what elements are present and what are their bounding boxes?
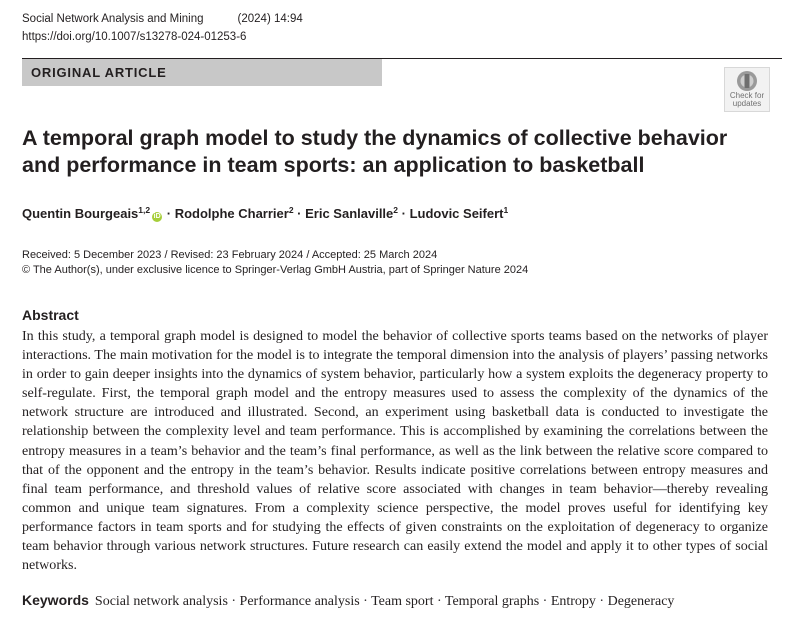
keywords <box>22 592 674 610</box>
author-affiliation: 2 <box>393 205 399 215</box>
author-affiliation: 1 <box>503 205 509 215</box>
check-updates-line1: Check for <box>729 91 765 100</box>
abstract-heading: Abstract <box>22 307 79 323</box>
check-updates-line2: updates <box>732 99 762 108</box>
crossmark-icon <box>736 70 758 92</box>
author-separator: · <box>163 206 175 221</box>
article-type-badge <box>22 59 382 86</box>
journal-name: Social Network Analysis and Mining <box>22 13 204 25</box>
author-name[interactable]: Rodolphe Charrier <box>174 206 289 221</box>
author-affiliation: 2 <box>288 205 294 215</box>
author-list <box>22 205 508 222</box>
author-name[interactable]: Quentin Bourgeais <box>22 206 139 221</box>
article-history: Received: 5 December 2023 / Revised: 23 February 2024 / Accepted: 25 March 2024 <box>22 249 438 261</box>
orcid-icon[interactable]: iD <box>153 213 161 220</box>
check-for-updates-button[interactable] <box>724 67 770 112</box>
author-separator: · <box>293 206 306 221</box>
copyright-notice: © The Author(s), under exclusive licence to Springer-Verlag GmbH Austria, part of Springer Nature 2024 <box>22 264 529 276</box>
abstract-text: In this study, a temporal graph model is designed to model the behavior of collective sports teams based on the networks of player interactions. The main motivation for the model is to integrate the temporal dimension into the analysis of players’ passing networks in order to gain deeper insights into the dynamics of system behavior, particularly how a system exploits the degeneracy property to self-regulate. First, the temporal graph model and the entropy measures used to assess the complexity of the dynamics of the network structure are introduced and illustrated. Second, an experiment using basketball data is conducted to investigate the relationship between the complexity level and team performance. This is accomplished by examining the correlations between the entropy measures in a team’s behavior and the team’s final performance, as well as the link between the relative score compared to that of the opponent and the entropy in the team’s behavior. Results indicate positive correlations between entropy measures and final team performance, and threshold values of relative score associated with changes in team behavior—thereby revealing common and unique team signatures. From a complexity science perspective, the model proves useful for identifying key performance factors in team sports and for studying the effects of given constraints on the exploitation of degeneracy to organize team behavior through various network structures. Future research can easily extend the model and apply it to other types of social networks. <box>22 328 768 574</box>
keywords-label: Keywords <box>22 592 89 608</box>
journal-header <box>22 13 303 25</box>
article-type-label: ORIGINAL ARTICLE <box>31 65 167 80</box>
article-title: A temporal graph model to study the dynamics of collective behavior and performance in team sports: an application to basketball <box>22 126 728 177</box>
journal-volume: (2024) 14:94 <box>237 13 303 25</box>
author-name[interactable]: Ludovic Seifert <box>409 206 504 221</box>
author-separator: · <box>398 206 410 221</box>
author-affiliation: 1,2 <box>138 205 151 215</box>
keywords-list: Social network analysis · Performance analysis · Team sport · Temporal graphs · Entropy · Degeneracy <box>94 594 675 609</box>
doi-link[interactable]: https://doi.org/10.1007/s13278-024-01253-6 <box>22 31 247 43</box>
author-name[interactable]: Eric Sanlaville <box>305 206 394 221</box>
